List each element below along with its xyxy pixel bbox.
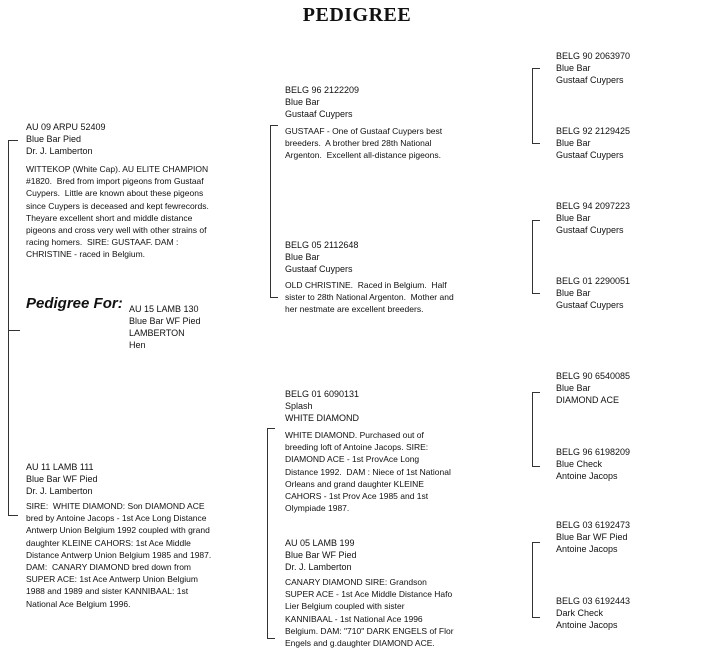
ggp-bracket-4-line [532,542,533,617]
sire-dam-band: BELG 05 2112648 [285,240,359,250]
ggp-bracket-3-top [532,392,540,393]
sire-dam-info [285,239,358,275]
ggp-owner: Antoine Jacops [556,544,618,554]
dam-dam-band: AU 05 LAMB 199 [285,538,355,548]
subject-band: AU 15 LAMB 130 [129,304,199,314]
ggp-band: BELG 01 2290051 [556,276,631,286]
ggp-bracket-1-line [532,68,533,143]
ggp-owner: Antoine Jacops [556,471,618,481]
dam-dam-color: Blue Bar WF Pied [285,550,357,560]
ggp-band: BELG 03 6192473 [556,520,631,530]
ggp-color: Blue Bar [556,63,591,73]
root-bracket-bottom [8,515,18,516]
ggp-entry [556,370,630,406]
dam-sire-info [285,388,359,424]
ggp-color: Blue Bar [556,213,591,223]
sire-bracket-line [270,125,271,297]
dam-sire-owner: WHITE DIAMOND [285,413,359,423]
sire-info [26,121,106,157]
ggp-owner: Gustaaf Cuypers [556,150,624,160]
ggp-bracket-2-line [532,220,533,293]
dam-band: AU 11 LAMB 111 [26,462,94,472]
sire-color: Blue Bar Pied [26,134,82,144]
ggp-bracket-2-top [532,220,540,221]
ggp-entry [556,595,630,631]
sire-dam-color: Blue Bar [285,252,320,262]
subject-sex: Hen [129,340,146,350]
ggp-band: BELG 03 6192443 [556,596,631,606]
ggp-bracket-4-bottom [532,617,540,618]
ggp-color: Blue Bar [556,288,591,298]
dam-sire-color: Splash [285,401,313,411]
dam-bracket-bottom [267,638,275,639]
ggp-owner: Antoine Jacops [556,620,618,630]
ggp-bracket-1-top [532,68,540,69]
ggp-bracket-1-bottom [532,143,540,144]
sire-owner: Dr. J. Lamberton [26,146,93,156]
ggp-bracket-2-bottom [532,293,540,294]
dam-dam-info [285,537,357,573]
dam-dam-description: CANARY DIAMOND SIRE: Grandson SUPER ACE - 1st Ace Middle Distance Hafo Lier Belgium coupled with sister KANNIBAAL - 1st National Ace 1996 Belgium. DAM: "710" DARK ENGELS of Flor Engels and g.daughter DIAMOND ACE. [285,577,454,649]
pedigree-for-label: Pedigree For: [26,295,123,312]
ggp-entry [556,519,630,555]
ggp-band: BELG 90 2063970 [556,51,631,61]
ggp-bracket-4-top [532,542,540,543]
root-subject-stub [8,330,20,331]
dam-info [26,461,98,497]
ggp-band: BELG 96 6198209 [556,447,631,457]
sire-sire-color: Blue Bar [285,97,320,107]
ggp-band: BELG 92 2129425 [556,126,631,136]
subject-info [129,303,201,351]
ggp-color: Blue Bar [556,138,591,148]
root-bracket-line [8,140,9,515]
ggp-owner: DIAMOND ACE [556,395,620,405]
ggp-color: Dark Check [556,608,604,618]
ggp-entry [556,446,630,482]
ggp-owner: Gustaaf Cuypers [556,300,624,310]
sire-sire-description: GUSTAAF - One of Gustaaf Cuypers best breeders. A brother bred 28th National Argenton. Excellent all-distance pigeons. [285,126,443,161]
dam-owner: Dr. J. Lamberton [26,486,93,496]
ggp-owner: Gustaaf Cuypers [556,225,624,235]
sire-bracket-bottom [270,297,278,298]
dam-bracket-top [267,428,275,429]
page-title: PEDIGREE [302,4,412,26]
sire-sire-band: BELG 96 2122209 [285,85,360,95]
sire-description: WITTEKOP (White Cap). AU ELITE CHAMPION #1820. Bred from import pigeons from Gustaaf Cuypers. Little are known about these pigeons since Cuypers is deceased and kept fewrecords. Theyare excellent short and middle distance pigeons and cross very well with other strains of racing homers. SIRE: GUSTAAF. DAM : CHRISTINE - raced in Belgium. [26,164,209,260]
ggp-bracket-3-line [532,392,533,466]
root-bracket-top [8,140,18,141]
ggp-owner: Gustaaf Cuypers [556,75,624,85]
ggp-entry [556,125,630,161]
ggp-entry [556,275,630,311]
subject-color: Blue Bar WF Pied [129,316,201,326]
ggp-entry [556,50,630,86]
sire-dam-description: OLD CHRISTINE. Raced in Belgium. Half sister to 28th National Argenton. Mother and her nestmate are excellent breeders. [285,280,454,315]
ggp-entry [556,200,630,236]
dam-dam-owner: Dr. J. Lamberton [285,562,352,572]
sire-sire-owner: Gustaaf Cuypers [285,109,353,119]
ggp-color: Blue Bar [556,383,591,393]
ggp-bracket-3-bottom [532,466,540,467]
ggp-band: BELG 94 2097223 [556,201,631,211]
subject-owner: LAMBERTON [129,328,185,338]
ggp-band: BELG 90 6540085 [556,371,631,381]
dam-description: SIRE: WHITE DIAMOND: Son DIAMOND ACE bred by Antoine Jacops - 1st Ace Long Distance Antwerp Union Belgium 1992 coupled with grand daughter KLEINE CAHORS: 1st Ace Middle Distance Antwerp Union Belgium 1985 and 1987. DAM: CANARY DIAMOND bred down from SUPER ACE: 1st Ace Antwerp Union Belgium 1988 and 1989 and sister KANNIBAAL: 1st National Ace Belgium 1996. [26,501,212,609]
dam-sire-band: BELG 01 6090131 [285,389,360,399]
ggp-color: Blue Check [556,459,603,469]
sire-bracket-top [270,125,278,126]
dam-bracket-line [267,428,268,638]
dam-sire-description: WHITE DIAMOND. Purchased out of breeding loft of Antoine Jacops. SIRE: DIAMOND ACE - 1st ProvAce Long Distance 1992. DAM : Niece of 1st National Orleans and grand daughter KLEINE CAHORS - 1st Prov Ace 1985 and 1st Olympiade 1987. [285,430,451,514]
ggp-color: Blue Bar WF Pied [556,532,628,542]
sire-dam-owner: Gustaaf Cuypers [285,264,353,274]
sire-band: AU 09 ARPU 52409 [26,122,106,132]
dam-color: Blue Bar WF Pied [26,474,98,484]
sire-sire-info [285,84,359,120]
